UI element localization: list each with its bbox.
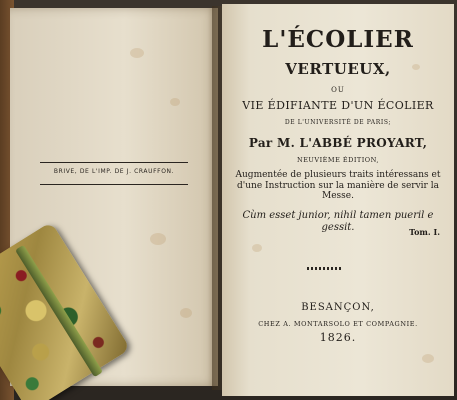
foxing-spot	[422, 354, 434, 363]
title-conjunction: OU	[331, 86, 345, 94]
latin-motto: Cùm esset junior, nihil tamen pueril e gessit.	[242, 210, 434, 233]
publisher-line: CHEZ A. MONTARSOLO ET COMPAGNIE.	[258, 320, 418, 328]
foxing-spot	[130, 48, 144, 58]
foxing-spot	[180, 308, 192, 318]
imprint-rule-bottom	[40, 184, 188, 185]
university-line: DE L'UNIVERSITÉ DE PARIS;	[284, 119, 392, 126]
foxing-spot	[252, 244, 262, 252]
author-line: Par M. L'ABBÉ PROYART,	[248, 136, 428, 150]
publication-city: BESANÇON,	[301, 302, 375, 313]
volume-number: Tom. I.	[409, 227, 440, 237]
book-subtitle: VERTUEUX,	[285, 60, 391, 78]
ornamental-rule	[307, 267, 343, 270]
publication-year: 1826.	[319, 331, 357, 344]
description-text: Augmentée de plusieurs traits intéressans et d'une Instruction sur la manière de servir la Messe.	[235, 170, 441, 201]
edition-line: NEUVIÈME ÉDITION,	[297, 156, 379, 164]
printer-imprint: BRIVE, DE L'IMP. DE J. CRAUFFON.	[53, 168, 175, 175]
imprint-rule-top	[40, 162, 188, 163]
alternate-title: VIE ÉDIFIANTE D'UN ÉCOLIER	[242, 99, 434, 112]
book-title: L'ÉCOLIER	[262, 26, 414, 53]
foxing-spot	[170, 98, 180, 106]
foxing-spot	[150, 233, 166, 245]
